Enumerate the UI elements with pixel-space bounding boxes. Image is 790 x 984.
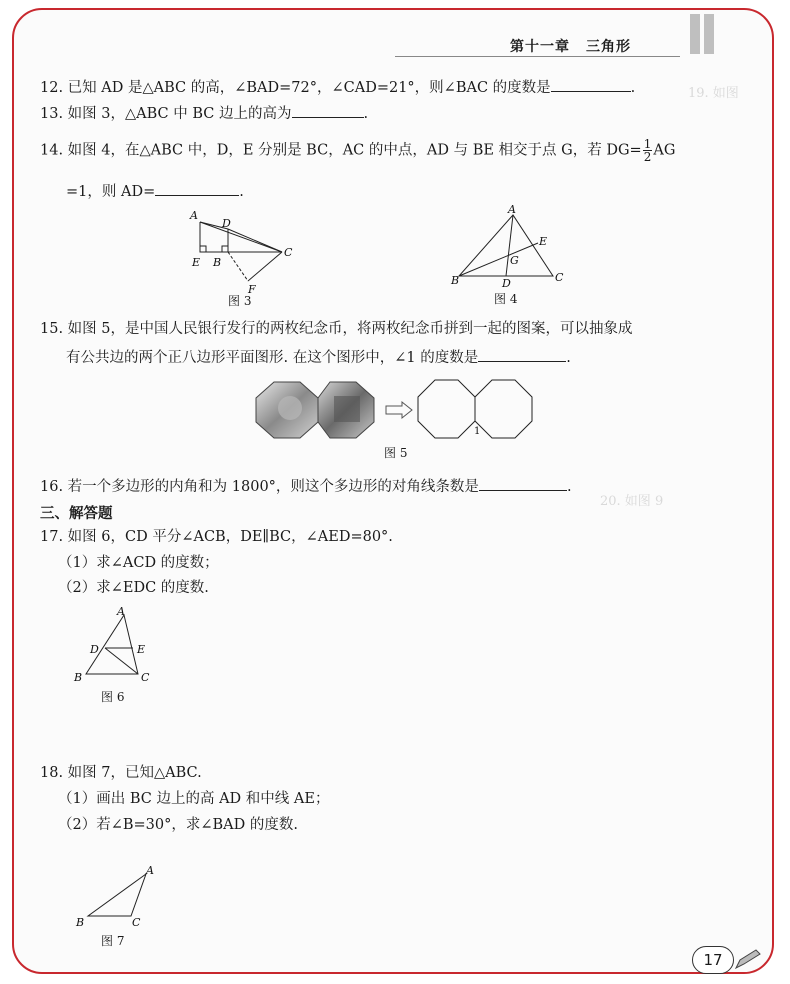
- vertex-d: D: [222, 217, 231, 230]
- bleed-through-text: 19. 如图: [688, 86, 739, 101]
- figure-5: [252, 378, 542, 440]
- vertex-c: C: [555, 271, 564, 284]
- figure-3-caption: 图 3: [228, 294, 252, 308]
- question-16-text: 16. 若一个多边形的内角和为 1800°，则这个多边形的对角线条数是: [40, 479, 479, 495]
- question-13-text: 13. 如图 3，△ABC 中 BC 边上的高为: [40, 106, 292, 122]
- vertex-b: B: [76, 916, 85, 929]
- figure-5-caption: 图 5: [384, 446, 408, 460]
- vertex-a: A: [146, 864, 154, 877]
- header-rule: [395, 56, 680, 57]
- figure-6: [72, 603, 162, 683]
- question-18-part1: （1）画出 BC 边上的高 AD 和中线 AE；: [58, 791, 330, 807]
- vertex-b: B: [451, 274, 460, 287]
- vertex-e: E: [539, 235, 548, 248]
- answer-blank: [478, 347, 566, 362]
- vertex-c: C: [284, 246, 293, 259]
- vertex-a: A: [508, 203, 516, 216]
- question-16: 16. 若一个多边形的内角和为 1800°，则这个多边形的对角线条数是 .: [40, 476, 572, 497]
- answer-blank: [551, 77, 631, 92]
- chapter-label: 第十一章: [510, 39, 570, 55]
- vertex-d: D: [502, 277, 511, 290]
- figure-7: [72, 862, 172, 932]
- vertex-e: E: [192, 256, 201, 269]
- arrow-icon: [386, 402, 412, 418]
- answer-blank: [292, 103, 364, 118]
- page-number: 17: [692, 946, 734, 974]
- vertex-b: B: [213, 256, 222, 269]
- answer-blank: [479, 476, 567, 491]
- question-12: 12. 已知 AD 是△ABC 的高，∠BAD=72°，∠CAD=21°，则∠BAC 的度数是 .: [40, 77, 635, 98]
- question-17-stem: 17. 如图 6，CD 平分∠ACB，DE∥BC，∠AED=80°.: [40, 529, 393, 545]
- question-18-stem: 18. 如图 7，已知△ABC.: [40, 765, 202, 781]
- vertex-a: A: [190, 209, 198, 222]
- angle-1-label: 1: [474, 426, 481, 437]
- question-15-line2: 有公共边的两个正八边形平面图形. 在这个图形中，∠1 的度数是 .: [66, 347, 571, 368]
- vertex-b: B: [74, 671, 83, 683]
- answer-blank: [155, 181, 239, 196]
- question-15-line1: [40, 319, 633, 339]
- vertex-d: D: [90, 643, 99, 656]
- vertex-f: F: [248, 283, 256, 296]
- question-14-line1: 14. 如图 4，在△ABC 中，D，E 分别是 BC，AC 的中点，AD 与 BE 相交于点 G，若 DG= $\frac{1}{2}$ AG: [40, 137, 676, 164]
- figure-3: [180, 205, 300, 305]
- vertex-c: C: [141, 671, 150, 683]
- page-header: [510, 36, 647, 56]
- figure-4: [445, 203, 575, 293]
- pencil-icon: [734, 948, 762, 970]
- section-heading: 三、解答题: [40, 505, 113, 522]
- question-15-text: 15. 如图 5，是中国人民银行发行的两枚纪念币，将两枚纪念币拼到一起的图案，可以抽象成: [40, 321, 633, 337]
- question-17-part1: （1）求∠ACD 的度数；: [58, 555, 219, 571]
- figure-6-caption: 图 6: [101, 690, 125, 704]
- figure-7-caption: 图 7: [101, 934, 125, 948]
- bleed-through-text: 20. 如图 9: [600, 494, 664, 509]
- fraction: $\frac{1}{2}$: [643, 137, 652, 164]
- vertex-a: A: [117, 605, 125, 618]
- question-14-line2: =1，则 AD= .: [66, 181, 244, 202]
- figure-4-caption: 图 4: [494, 292, 518, 306]
- question-13: 13. 如图 3，△ABC 中 BC 边上的高为 .: [40, 103, 368, 124]
- question-14-text: 14. 如图 4，在△ABC 中，D，E 分别是 BC，AC 的中点，AD 与 BE 相交于点 G，若 DG=: [40, 142, 642, 159]
- vertex-c: C: [132, 916, 141, 929]
- question-18-part2: （2）若∠B=30°，求∠BAD 的度数.: [58, 817, 298, 833]
- question-17-part2: （2）求∠EDC 的度数.: [58, 580, 209, 596]
- vertex-g: G: [510, 254, 519, 267]
- vertex-e: E: [137, 643, 146, 656]
- chapter-topic: 三角形: [586, 39, 631, 55]
- question-12-text: 12. 已知 AD 是△ABC 的高，∠BAD=72°，∠CAD=21°，则∠BAC 的度数是: [40, 80, 551, 96]
